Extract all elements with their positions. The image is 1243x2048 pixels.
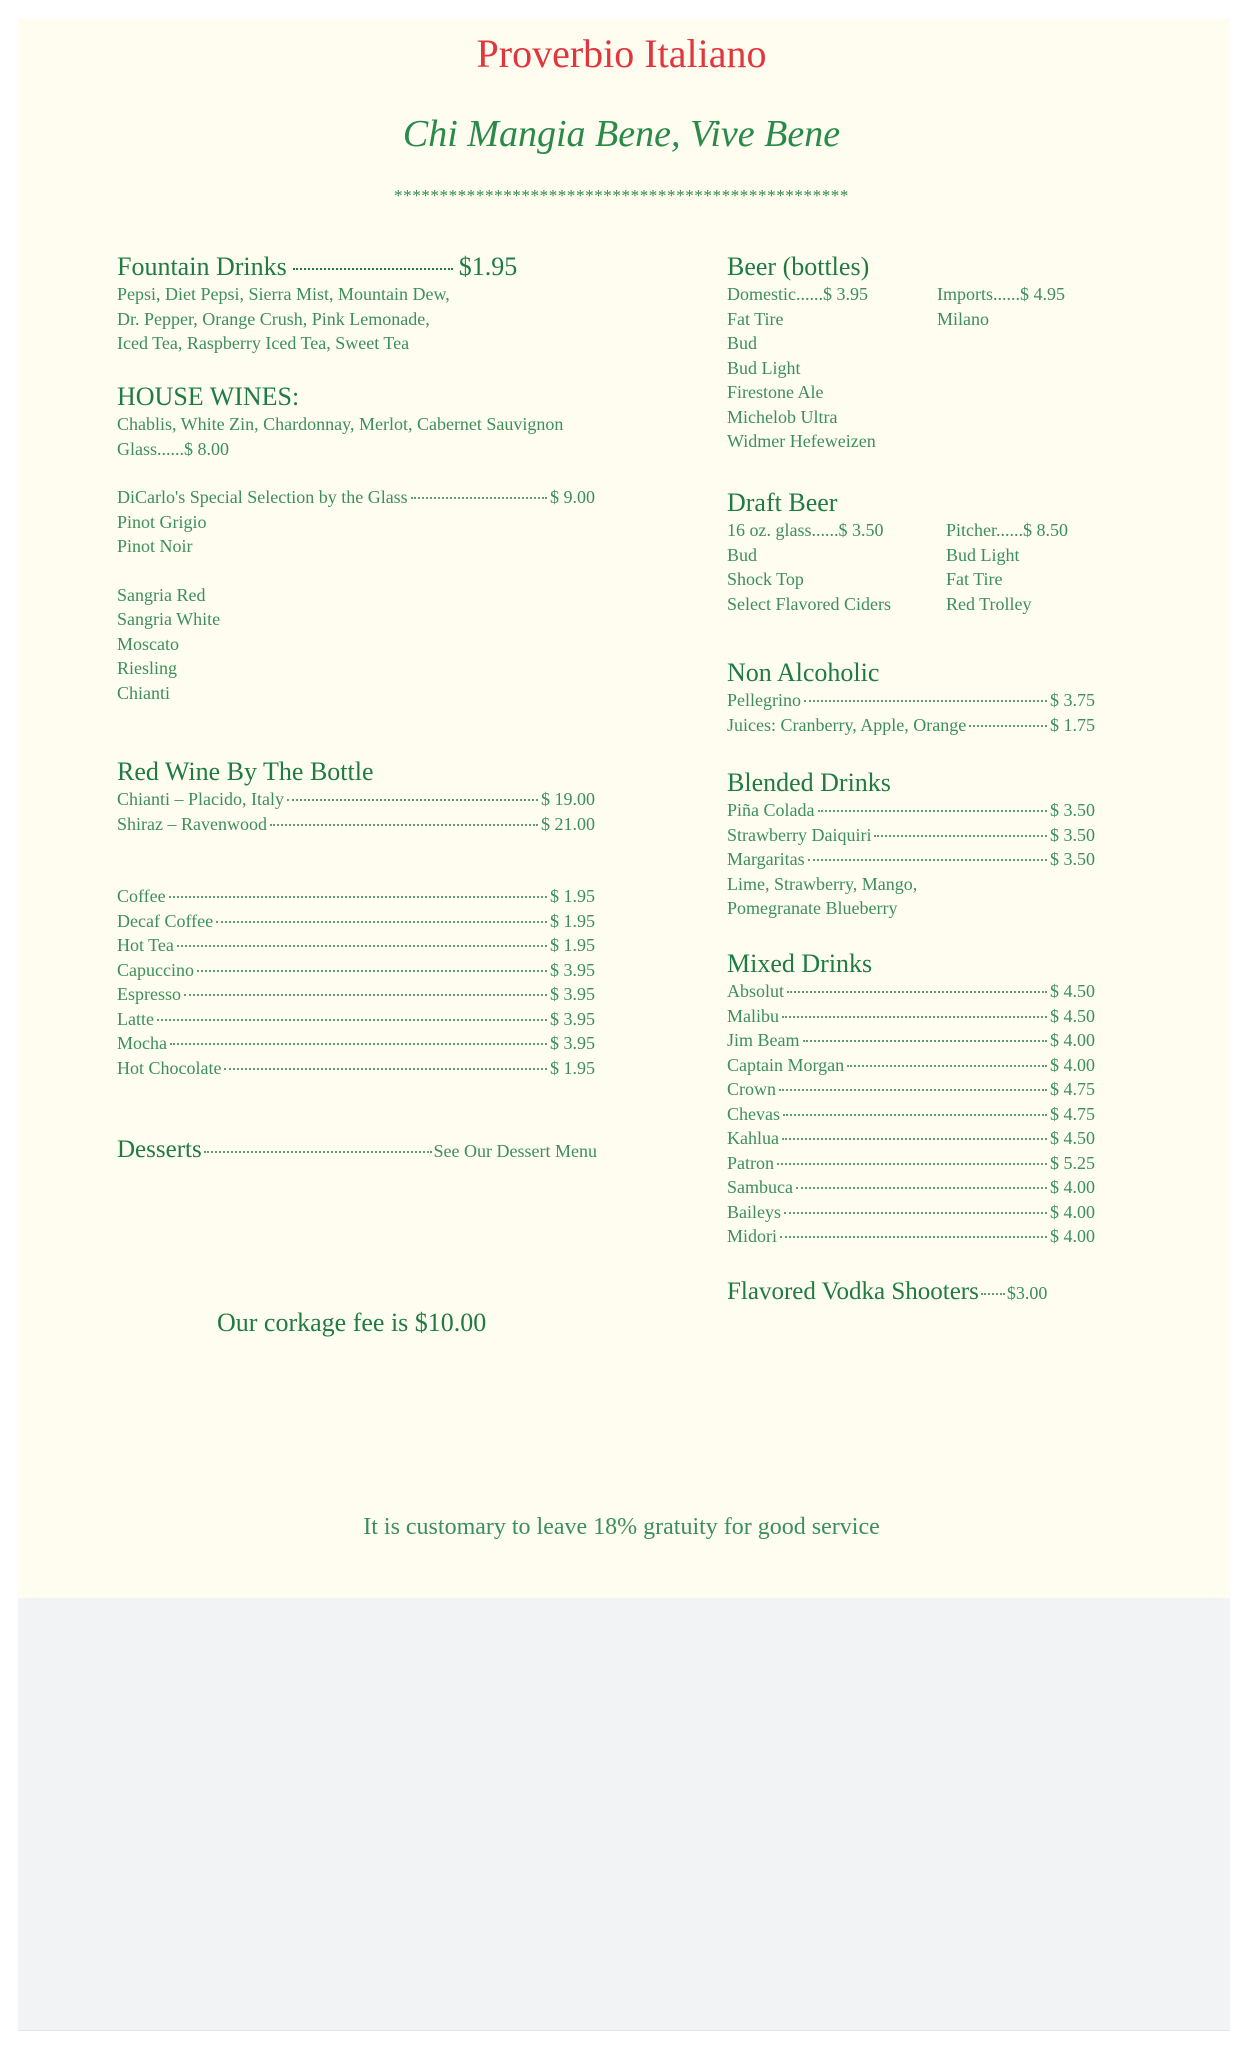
special-wine-item: Pinot Noir (117, 536, 193, 556)
red-wine-bottle-section (117, 757, 595, 836)
wine-item: Riesling (117, 658, 178, 678)
hot-drink-item-price: $ 1.95 (550, 935, 595, 955)
vodka-shooters-title: Flavored Vodka Shooters (727, 1278, 979, 1305)
hot-drink-item-name: Coffee (117, 886, 166, 906)
dot-leader (780, 1236, 1047, 1238)
special-selection-row (117, 485, 595, 510)
wine-item: Sangria Red (117, 584, 206, 605)
mixed-drink-item-name: Midori (727, 1226, 778, 1246)
draft-pitcher-item: Fat Tire (946, 569, 1003, 589)
imports-beer-list (937, 307, 1097, 332)
blended-drink-item-price: $ 3.50 (1050, 800, 1095, 820)
mixed-drink-item-name: Kahlua (727, 1128, 779, 1148)
dot-leader (287, 799, 538, 801)
hot-drink-item-price: $ 3.95 (550, 1008, 595, 1029)
domestic-beer-item: Michelob Ultra (727, 406, 838, 427)
mixed-drinks-title: Mixed Drinks (727, 949, 873, 978)
mixed-drink-item (727, 1224, 1095, 1249)
hot-drink-item-name: Hot Tea (117, 935, 174, 955)
hot-drinks-list (117, 884, 595, 1080)
hot-drink-item-name: Capuccino (117, 959, 194, 980)
dot-leader (204, 1151, 432, 1153)
hot-drink-item (117, 982, 595, 1007)
mixed-drink-item-price: $ 4.00 (1050, 1201, 1095, 1222)
fountain-drinks-price: $1.95 (458, 252, 518, 281)
red-wine-item (117, 787, 595, 812)
non-alcoholic-item-name: Juices: Cranberry, Apple, Orange (727, 714, 967, 735)
mixed-drink-item-price: $ 4.50 (1050, 981, 1095, 1001)
beer-bottles-title: Beer (bottles) (727, 252, 870, 281)
dot-leader (782, 1016, 1047, 1018)
non-alcoholic-item-price: $ 1.75 (1050, 714, 1095, 735)
mixed-drink-item-name: Chevas (727, 1103, 780, 1124)
draft-glass-item: Bud (727, 544, 758, 565)
domestic-beer-list (727, 307, 937, 454)
hot-drink-item (117, 958, 595, 983)
non-alcoholic-list (727, 688, 1095, 737)
dot-leader (981, 1293, 1005, 1295)
red-wine-list (117, 787, 595, 836)
mixed-drink-item (727, 1175, 1095, 1200)
blended-drinks-title: Blended Drinks (727, 768, 891, 797)
special-selection-price: $ 9.00 (550, 487, 595, 507)
mixed-drink-item-name: Malibu (727, 1005, 779, 1026)
draft-glass-item: Shock Top (727, 569, 804, 589)
dot-leader (796, 1187, 1047, 1189)
dot-leader (184, 994, 547, 996)
imports-beer-price: Imports......$ 4.95 (937, 284, 1065, 304)
desserts-note: See Our Dessert Menu (433, 1141, 597, 1161)
fountain-drink-line: Dr. Pepper, Orange Crush, Pink Lemonade, (117, 308, 430, 329)
dot-leader (782, 1138, 1047, 1140)
draft-glass-item: Select Flavored Ciders (727, 593, 891, 614)
red-wine-item (117, 812, 595, 837)
dot-leader (270, 824, 538, 826)
mixed-drinks-section (727, 949, 1095, 1249)
mixed-drink-item (727, 1151, 1095, 1176)
mixed-drink-item (727, 1200, 1095, 1225)
dot-leader (224, 1068, 547, 1070)
mixed-drink-item-name: Baileys (727, 1201, 781, 1222)
mixed-drink-item-price: $ 4.75 (1050, 1103, 1095, 1124)
mixed-drink-item-price: $ 4.50 (1050, 1005, 1095, 1026)
blended-flavor-line: Pomegranate Blueberry (727, 898, 898, 918)
red-wine-item-name: Chianti – Placido, Italy (117, 789, 284, 809)
mixed-drinks-list (727, 979, 1095, 1249)
fountain-drinks-list (117, 282, 537, 356)
blended-drink-item (727, 798, 1095, 823)
blended-drink-item (727, 823, 1095, 848)
red-wine-item-price: $ 21.00 (541, 813, 595, 834)
fountain-drinks-heading (117, 252, 537, 282)
domestic-beer-item: Bud Light (727, 357, 801, 378)
fountain-drinks-title: Fountain Drinks (117, 252, 287, 281)
fountain-drink-line: Pepsi, Diet Pepsi, Sierra Mist, Mountain Dew, (117, 284, 450, 304)
hot-drink-item-name: Espresso (117, 984, 181, 1004)
beer-bottles-section (727, 252, 1097, 454)
dot-leader (784, 1212, 1047, 1214)
hot-drink-item-price: $ 1.95 (550, 1057, 595, 1078)
draft-beer-section (727, 488, 1097, 616)
dot-leader (847, 1065, 1047, 1067)
house-wines-title: HOUSE WINES: (117, 382, 300, 411)
domestic-beer-item: Widmer Hefeweizen (727, 431, 876, 451)
dot-leader (779, 1089, 1047, 1091)
mixed-drink-item-name: Crown (727, 1079, 776, 1099)
mixed-drink-item-name: Sambuca (727, 1177, 793, 1197)
hot-drink-item-price: $ 3.95 (550, 984, 595, 1004)
draft-pitcher-price: Pitcher......$ 8.50 (946, 520, 1068, 540)
domestic-beer-item: Firestone Ale (727, 382, 824, 402)
restaurant-name: Proverbio Italiano (476, 31, 767, 76)
dot-leader (216, 921, 547, 923)
mixed-drink-item-name: Jim Beam (727, 1030, 800, 1050)
dot-leader (787, 991, 1047, 993)
special-selection-list (117, 510, 637, 559)
dot-leader (783, 1114, 1047, 1116)
non-alcoholic-title: Non Alcoholic (727, 658, 880, 687)
hot-drink-item (117, 909, 595, 934)
blended-flavors (727, 872, 1095, 921)
dot-leader (170, 1043, 547, 1045)
draft-pitcher-item: Red Trolley (946, 593, 1032, 614)
imports-beer-column (937, 282, 1097, 454)
house-wines-section (117, 382, 637, 705)
desserts-section (117, 1135, 597, 1165)
hot-drink-item (117, 1007, 595, 1032)
vodka-shooters-row (727, 1277, 1107, 1307)
corkage-fee: Our corkage fee is $10.00 (217, 1308, 487, 1337)
red-wine-item-name: Shiraz – Ravenwood (117, 813, 267, 834)
mixed-drink-item-price: $ 4.00 (1050, 1226, 1095, 1246)
dot-leader (777, 1163, 1047, 1165)
hot-drink-item-name: Latte (117, 1008, 154, 1029)
dot-leader (874, 835, 1047, 837)
blended-drinks-list (727, 798, 1095, 872)
mixed-drink-item-name: Captain Morgan (727, 1054, 845, 1075)
gratuity-note: It is customary to leave 18% gratuity for good service (363, 1514, 880, 1540)
hot-drink-item-price: $ 1.95 (550, 886, 595, 906)
domestic-beer-price: Domestic......$ 3.95 (727, 284, 868, 304)
hot-drink-item (117, 884, 595, 909)
draft-pitcher-list (946, 543, 1097, 617)
non-alcoholic-section (727, 658, 1095, 737)
blended-drink-item-name: Margaritas (727, 849, 805, 869)
mixed-drink-item (727, 1126, 1095, 1151)
fountain-drinks-section (117, 252, 537, 356)
domestic-beer-item: Bud (727, 333, 758, 353)
star-divider: ************************************************** (394, 186, 849, 205)
draft-glass-column (727, 518, 946, 616)
draft-pitcher-item: Bud Light (946, 544, 1020, 565)
hot-drink-item-name: Decaf Coffee (117, 910, 214, 931)
mixed-drink-item-name: Patron (727, 1152, 774, 1173)
wine-item: Chianti (117, 682, 170, 703)
blended-drink-item (727, 847, 1095, 872)
domestic-beer-column (727, 282, 937, 454)
draft-beer-title: Draft Beer (727, 488, 838, 517)
dot-leader (197, 970, 547, 972)
hot-drink-item-price: $ 3.95 (550, 1033, 595, 1053)
dot-leader (803, 1040, 1048, 1042)
page-background-lower (18, 1598, 1230, 2031)
vodka-shooters-section (727, 1277, 1107, 1307)
hot-drink-item-price: $ 3.95 (550, 959, 595, 980)
mixed-drink-item-price: $ 4.75 (1050, 1079, 1095, 1099)
blended-drink-item-name: Piña Colada (727, 800, 815, 820)
mixed-drink-item (727, 1053, 1095, 1078)
tagline: Chi Mangia Bene, Vive Bene (402, 113, 841, 155)
dot-leader (177, 945, 547, 947)
vodka-shooters-price: $3.00 (1006, 1283, 1048, 1303)
hot-drink-item-name: Mocha (117, 1033, 167, 1053)
imports-beer-item: Milano (937, 308, 989, 329)
dot-leader (818, 810, 1048, 812)
hot-drink-item-price: $ 1.95 (550, 910, 595, 931)
draft-glass-price: 16 oz. glass......$ 3.50 (727, 520, 884, 540)
draft-glass-list (727, 543, 946, 617)
mixed-drink-item-price: $ 5.25 (1050, 1152, 1095, 1173)
blended-drink-item-price: $ 3.50 (1050, 849, 1095, 869)
house-wines-glass-price: Glass......$ 8.00 (117, 438, 229, 459)
non-alcoholic-item-price: $ 3.75 (1050, 690, 1095, 710)
dot-leader (808, 859, 1047, 861)
house-wines-varietals: Chablis, White Zin, Chardonnay, Merlot, Cabernet Sauvignon (117, 414, 564, 434)
domestic-beer-item: Fat Tire (727, 308, 784, 329)
special-wine-item: Pinot Grigio (117, 511, 207, 532)
dot-leader (969, 725, 1047, 727)
dot-leader (411, 497, 547, 499)
non-alcoholic-item (727, 713, 1095, 738)
mixed-drink-item-price: $ 4.50 (1050, 1128, 1095, 1148)
dot-leader (804, 700, 1047, 702)
blended-drink-item-name: Strawberry Daiquiri (727, 824, 872, 845)
hot-drink-item (117, 1056, 595, 1081)
mixed-drink-item-price: $ 4.00 (1050, 1177, 1095, 1197)
hot-drink-item (117, 1031, 595, 1056)
hot-drinks-section (117, 884, 595, 1080)
fountain-drink-line: Iced Tea, Raspberry Iced Tea, Sweet Tea (117, 333, 410, 353)
draft-pitcher-column (946, 518, 1097, 616)
red-wine-bottle-title: Red Wine By The Bottle (117, 757, 374, 786)
blended-drink-item-price: $ 3.50 (1050, 824, 1095, 845)
mixed-drink-item (727, 1028, 1095, 1053)
desserts-row (117, 1135, 597, 1165)
mixed-drink-item (727, 979, 1095, 1004)
non-alcoholic-item-name: Pellegrino (727, 690, 801, 710)
mixed-drink-item-price: $ 4.00 (1050, 1030, 1095, 1050)
hot-drink-item (117, 933, 595, 958)
special-selection-label: DiCarlo's Special Selection by the Glass (117, 487, 408, 507)
mixed-drink-item-name: Absolut (727, 981, 785, 1001)
wine-item: Moscato (117, 633, 179, 654)
hot-drink-item-name: Hot Chocolate (117, 1057, 222, 1078)
dot-leader (157, 1019, 547, 1021)
desserts-title: Desserts (117, 1136, 202, 1163)
mixed-drink-item (727, 1102, 1095, 1127)
mixed-drink-item (727, 1077, 1095, 1102)
heading-leader (293, 268, 453, 270)
mixed-drink-item (727, 1004, 1095, 1029)
blended-drinks-section (727, 768, 1095, 921)
mixed-drink-item-price: $ 4.00 (1050, 1054, 1095, 1075)
non-alcoholic-item (727, 688, 1095, 713)
red-wine-item-price: $ 19.00 (541, 789, 595, 809)
blended-flavor-line: Lime, Strawberry, Mango, (727, 873, 918, 894)
dot-leader (169, 896, 547, 898)
wine-item: Sangria White (117, 609, 221, 629)
sangria-and-other-wines-list (117, 583, 637, 706)
